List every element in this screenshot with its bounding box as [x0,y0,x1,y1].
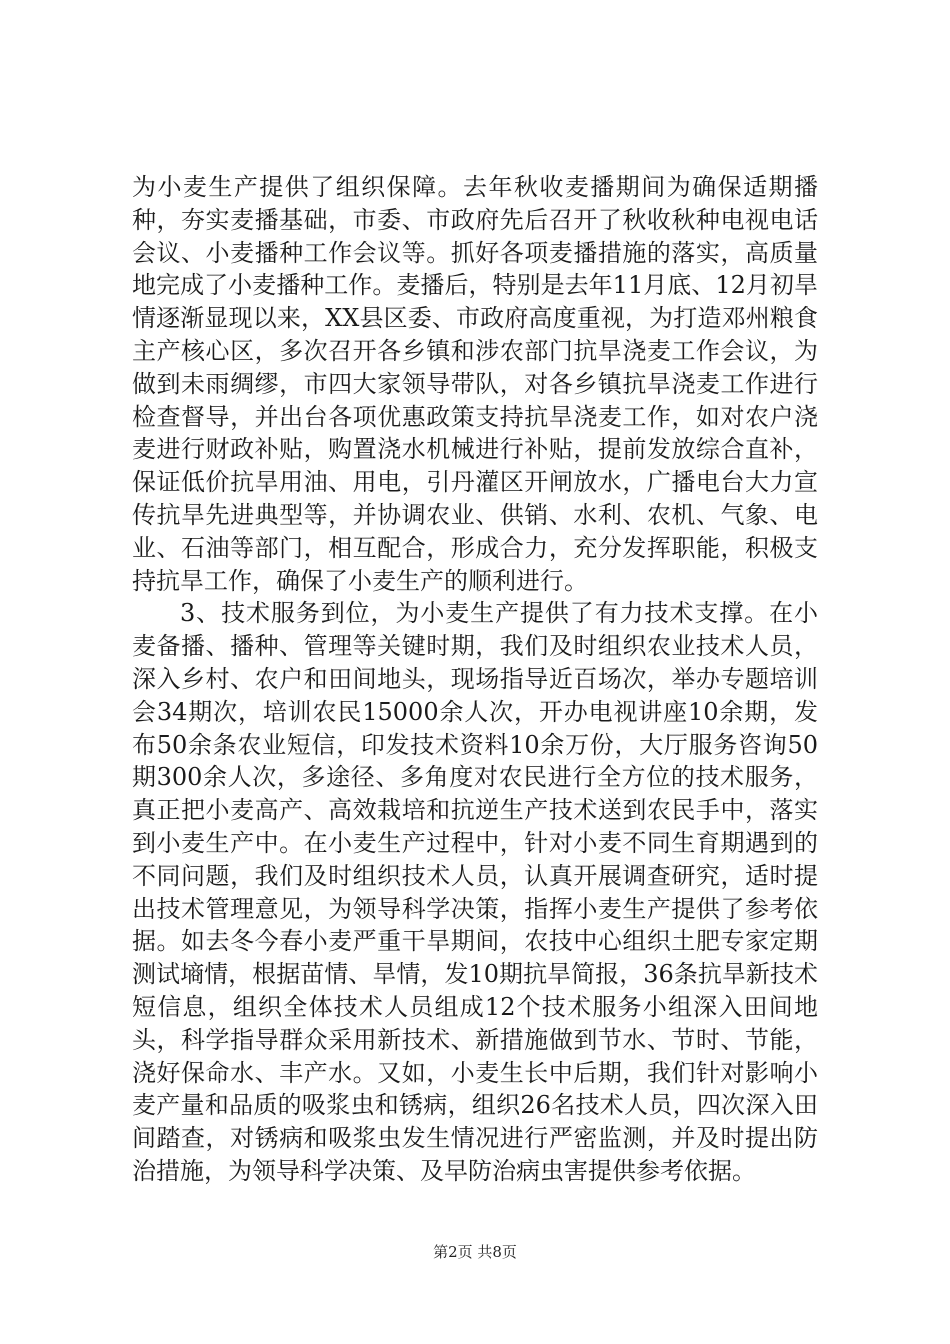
page-footer [0,1242,950,1262]
paragraph-organization-guarantee: 为小麦生产提供了组织保障。去年秋收麦播期间为确保适期播种，夯实麦播基础，市委、市政府先后召开了秋收秋种电视电话会议、小麦播种工作会议等。抓好各项麦播措施的落实，高质量地完成了小麦播种工作。麦播后，特别是去年11月底、12月初旱情逐渐显现以来，XX县区委、市政府高度重视，为打造邓州粮食主产核心区，多次召开各乡镇和涉农部门抗旱浇麦工作会议，为做到未雨绸缪，市四大家领导带队，对各乡镇抗旱浇麦工作进行检查督导，并出台各项优惠政策支持抗旱浇麦工作，如对农户浇麦进行财政补贴，购置浇水机械进行补贴，提前发放综合直补，保证低价抗旱用油、用电，引丹灌区开闸放水，广播电台大力宣传抗旱先进典型等，并协调农业、供销、水利、农机、气象、电业、石油等部门，相互配合，形成合力，充分发挥职能，积极支持抗旱工作，确保了小麦生产的顺利进行。 [132,173,818,595]
page-number-label: 第2页 共8页 [433,1243,517,1261]
document-body [132,171,818,1188]
paragraph-technical-service: 3、技术服务到位，为小麦生产提供了有力技术支撑。在小麦备播、播种、管理等关键时期，我们及时组织农业技术人员，深入乡村、农户和田间地头，现场指导近百场次，举办专题培训会34期次，培训农民15000余人次，开办电视讲座10余期，发布50余条农业短信，印发技术资料10余万份，大厅服务咨询50期300余人次，多途径、多角度对农民进行全方位的技术服务，真正把小麦高产、高效栽培和抗逆生产技术送到农民手中，落实到小麦生产中。在小麦生产过程中，针对小麦不同生育期遇到的不同问题，我们及时组织技术人员，认真开展调查研究，适时提出技术管理意见，为领导科学决策，指挥小麦生产提供了参考依据。如去冬今春小麦严重干旱期间，农技中心组织土肥专家定期测试墒情，根据苗情、旱情，发10期抗旱简报，36条抗旱新技术短信息，组织全体技术人员组成12个技术服务小组深入田间地头，科学指导群众采用新技术、新措施做到节水、节时、节能，浇好保命水、丰产水。又如，小麦生长中后期，我们针对影响小麦产量和品质的吸浆虫和锈病，组织26名技术人员，四次深入田间踏查，对锈病和吸浆虫发生情况进行严密监测，并及时提出防治措施，为领导科学决策、及早防治病虫害提供参考依据。 [132,599,818,1185]
